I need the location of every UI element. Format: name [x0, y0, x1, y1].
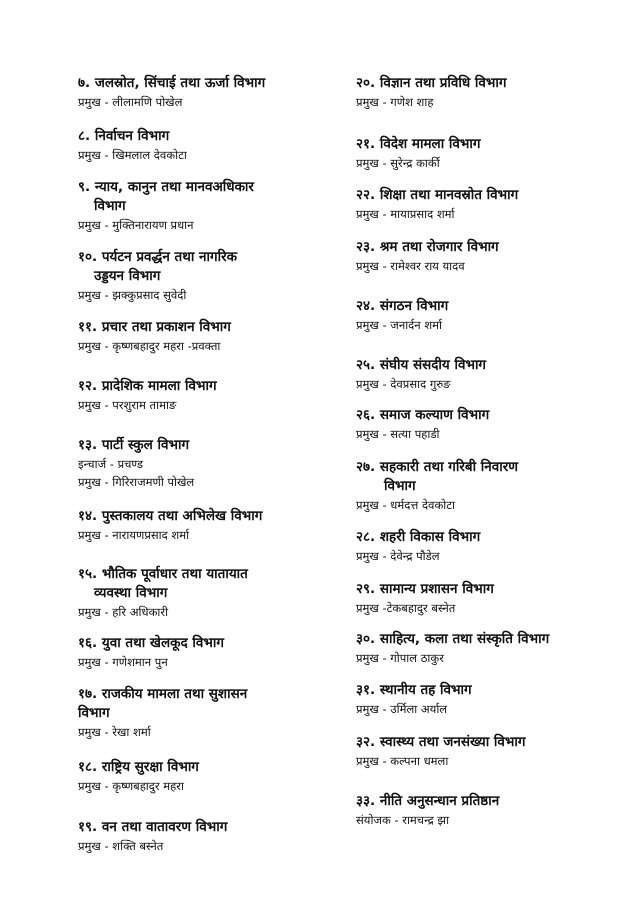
department-entry: [356, 733, 526, 770]
head-line: प्रमुख - लीलामणि पोखेल: [78, 95, 183, 109]
department-heading: ३०. साहित्य, कला तथा संस्कृति विभाग: [356, 631, 550, 647]
head-line: प्रमुख - गणेशमान पुन: [78, 655, 168, 669]
department-heading: २६. समाज कल्याण विभाग: [356, 407, 490, 423]
head-line: प्रमुख - देवप्रसाद गुरुङ: [356, 377, 451, 391]
department-heading: १८. राष्ट्रिय सुरक्षा विभाग: [78, 759, 199, 775]
department-entry: [356, 297, 448, 334]
head-line: प्रमुख - उर्मिला अर्याल: [356, 702, 448, 716]
head-line: प्रमुख - परशुराम तामाङ: [78, 398, 177, 412]
department-entry: [356, 792, 499, 829]
department-entry: [356, 528, 480, 565]
department-entry: [356, 681, 472, 718]
department-entry: [356, 356, 486, 393]
department-heading: ३१. स्थानीय तह विभाग: [356, 682, 472, 698]
head-line: प्रमुख - नारायणप्रसाद शर्मा: [78, 528, 190, 542]
department-entry: [356, 458, 518, 514]
head-line: प्रमुख - रेखा शर्मा: [78, 725, 151, 739]
department-heading: २२. शिक्षा तथा मानवस्रोत विभाग: [356, 187, 519, 203]
department-heading: १३. पार्टी स्कुल विभाग: [78, 437, 190, 453]
department-heading: २१. विदेश मामला विभाग: [356, 136, 481, 152]
incharge-line: इन्चार्ज - प्रचण्ड: [78, 457, 144, 471]
department-heading: १६. युवा तथा खेलकूद विभाग: [78, 635, 224, 651]
head-line: प्रमुख - मायाप्रसाद शर्मा: [356, 207, 455, 221]
head-line: प्रमुख -टेकबहादुर बस्नेत: [356, 601, 456, 615]
department-heading: ८. निर्वाचन विभाग: [78, 128, 170, 144]
head-line: प्रमुख - गिरिराजमणी पोखेल: [78, 475, 195, 489]
coordinator-line: संयोजक - रामचन्द्र झा: [356, 813, 450, 827]
department-heading: ११. प्रचार तथा प्रकाशन विभाग: [78, 319, 231, 335]
department-heading: १५. भौतिक पूर्वाधार तथा यातायात व्यवस्था विभाग: [78, 566, 248, 601]
head-line: प्रमुख - गणेश शाह: [356, 95, 434, 109]
department-entry: [356, 580, 494, 617]
department-entry: [356, 186, 518, 223]
department-heading: २८. शहरी विकास विभाग: [356, 529, 481, 545]
head-line: प्रमुख - हरि अधिकारी: [78, 605, 169, 619]
department-heading: ९. न्याय, कानुन तथा मानवअधिकार विभाग: [78, 179, 254, 214]
head-line: प्रमुख - कृष्णबहादुर महरा -प्रवक्ता: [78, 339, 221, 353]
head-line: प्रमुख - जनार्दन शर्मा: [356, 318, 443, 332]
head-line: प्रमुख - रामेश्वर राय यादव: [356, 259, 465, 273]
department-entry: [356, 238, 499, 275]
head-line: प्रमुख - मुक्तिनारायण प्रधान: [78, 218, 194, 232]
head-line: प्रमुख - गोपाल ठाकुर: [356, 651, 444, 665]
head-line: प्रमुख - कृष्णबहादुर महरा: [78, 779, 184, 793]
department-heading: १२. प्रादेशिक मामला विभाग: [78, 378, 217, 394]
department-heading: ७. जलस्रोत, सिंचाई तथा ऊर्जा विभाग: [78, 75, 266, 91]
head-line: प्रमुख - खिमलाल देवकोटा: [78, 148, 187, 162]
department-heading: ३२. स्वास्थ्य तथा जनसंख्या विभाग: [356, 734, 526, 750]
department-heading: २०. विज्ञान तथा प्रविधि विभाग: [356, 75, 507, 91]
department-heading: २३. श्रम तथा रोजगार विभाग: [356, 239, 499, 255]
department-entry: [356, 630, 549, 667]
department-heading: १४. पुस्तकालय तथा अभिलेख विभाग: [78, 508, 263, 524]
department-entry: [356, 74, 507, 111]
department-heading: ३३. नीति अनुसन्धान प्रतिष्ठान: [356, 793, 500, 809]
department-heading: १७. राजकीय मामला तथा सुशासन विभाग: [78, 686, 248, 721]
department-heading: १०. पर्यटन प्रवर्द्धन तथा नागरिक उड्डयन विभाग: [78, 249, 238, 284]
department-entry: [356, 135, 481, 172]
head-line: प्रमुख - शक्ति बस्नेत: [78, 839, 164, 853]
department-heading: २९. सामान्य प्रशासन विभाग: [356, 581, 494, 597]
department-heading: २४. संगठन विभाग: [356, 298, 449, 314]
head-line: प्रमुख - कल्पना धमला: [356, 754, 449, 768]
head-line: प्रमुख - सत्या पहाडी: [356, 427, 440, 441]
department-heading: २५. संघीय संसदीय विभाग: [356, 357, 487, 373]
department-heading: १९. वन तथा वातावरण विभाग: [78, 819, 228, 835]
head-line: प्रमुख - धर्मदत्त देवकोटा: [356, 498, 456, 512]
department-entry: [356, 406, 489, 443]
head-line: प्रमुख - झक्कुप्रसाद सुवेदी: [78, 288, 187, 302]
head-line: प्रमुख - देवेन्द्र पौडेल: [356, 549, 440, 563]
department-heading: २७. सहकारी तथा गरिबी निवारण विभाग: [356, 459, 519, 494]
head-line: प्रमुख - सुरेन्द्र कार्की: [356, 156, 440, 170]
